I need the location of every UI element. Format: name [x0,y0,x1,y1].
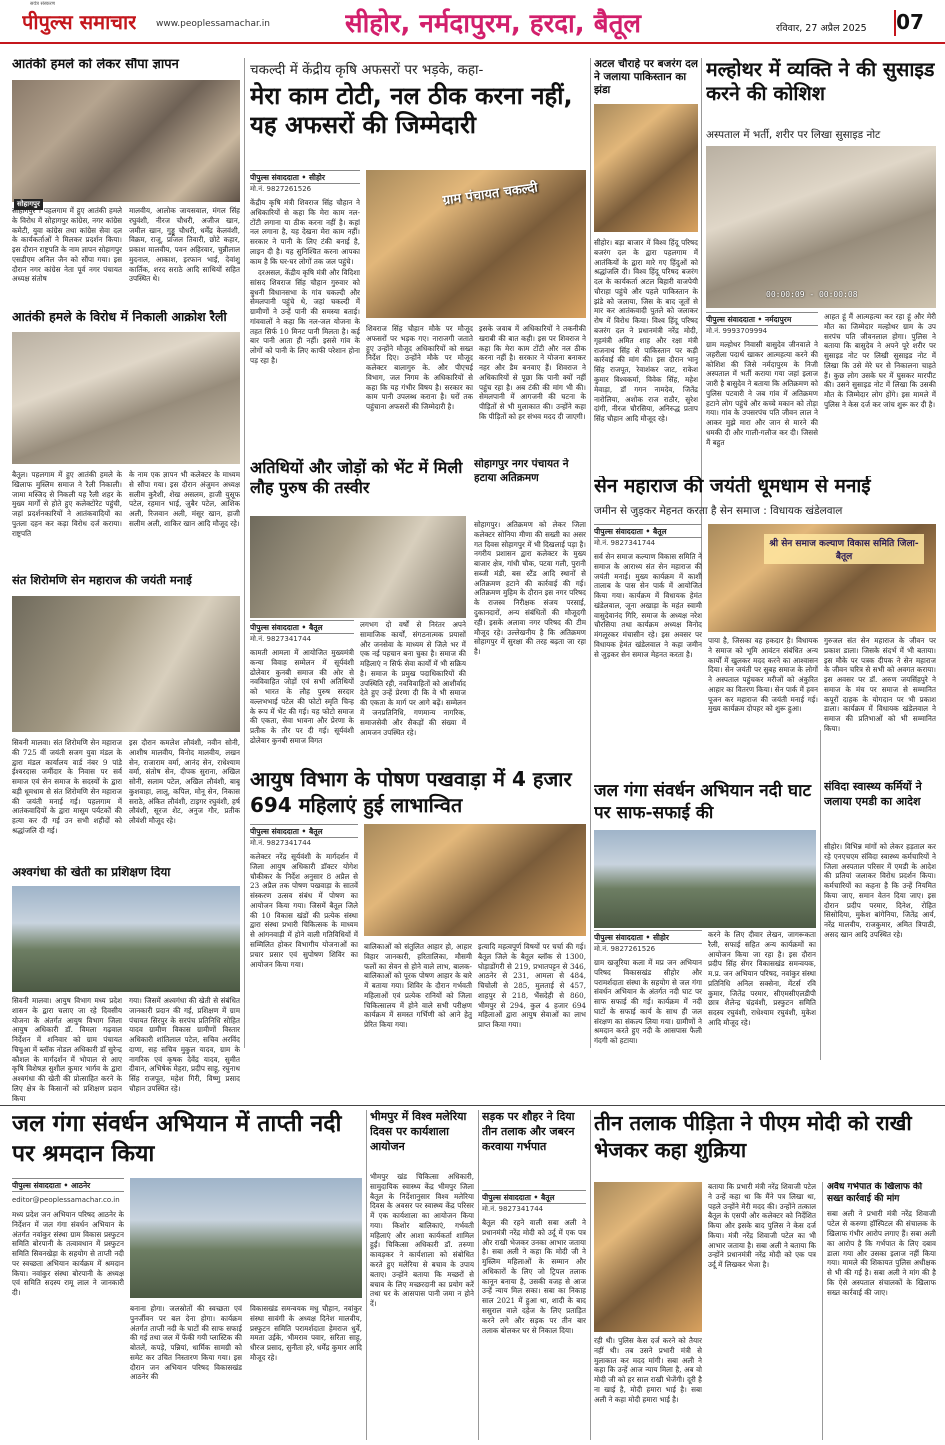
body-col-1: सोहागपुर । पहलगाम में हुए आतंकी हमले के विरोध में सोहागपुर कांग्रेस, नगर कांग्रेस कमेटी, युवा कांग्रेस तथा कांग्रेस सेवा दल के कार्यकर्ताओं ने मिलकर प्रदर्शन किया। इस दौरान राष्ट्रपति के नाम ज्ञापन सोहागपुर एसडीएम अनिल जैन को सौंपा गया। इस दौरान नगर कांग्रेस नेता पूर्व नगर पंचायत अध्यक्ष संतोष [12,206,122,284]
byline: पीपुल्स संवाददाता • बैतूल [594,524,702,538]
body: सीहोर। बड़ा बाजार में विश्व हिंदू परिषद बजरंग दल के द्वारा पहलगाम में आतंकियों के द्वारा मारे गए हिंदुओं को श्रद्धांजलि दी। विश्व हिंदू परिषद बजरंग दल के कार्यकर्ता अटल बिहारी वाजपेयी चौराहा पहुंचे और पहले पाकिस्तान के झंडे को जलाया, जिस के बाद जूतों से मार कर आतंकवादी पुतले को जलाकर रोष में विरोध किया। विश्व हिंदू परिषद बजरंग दल ने प्रधानमंत्री नरेंद्र मोदी, गृहमंत्री अमित शाह और रक्षा मंत्री राजनाथ सिंह से पाकिस्तान पर कड़ी कार्रवाई की मांग की। इस दौरान भानू सिंह राजपूत, रेवाशंकर जाट, राकेश कुमार विश्वकर्मा, विवेक सिंह, महेश मेवाड़ा, डॉ गगन नामदेव, जितेंद्र नारोलिया, अशोक राज राठौर, सुरेश दांगी, नीरज चौरसिया, अनिरुद्ध प्रताप सिंह चौहान आदि मौजूद रहे। [594,238,698,424]
headline: आतंकी हमले के विरोध में निकाली आक्रोश रैली [12,310,227,324]
body: सोहागपुर। अतिक्रमण को लेकर जिला कलेक्टर सोनिया मीणा की सख्ती का असर गत दिवस सोहागपुर में भी दिखलाई पड़ा है। नगरीय प्रशासन द्वारा कलेक्टर के मुख्य बाजार क्षेत्र, गांधी चौक, पटवा गली, पुरानी सब्जी मंडी, बस स्टैंड आदि स्थानों से अतिक्रमण हटाने की कार्रवाई की गई। अतिक्रमण मुहिम के दौरान इस नगर परिषद के राजस्व निरीक्षक संजय परसाई, दुकानदारों, अन्य संबंधितों की मौजूदगी रही। इसके अलावा नगर परिषद की टीम मौजूद रहे। उल्लेखनीय है कि अतिक्रमण सोहागपुर में सुरक्षा की तरह बढ़ता जा रहा है। [474,520,586,657]
article-malhothar-suicide [706,58,936,470]
body-col-3: गुरुजल संत सेन महाराज के जीवन पर प्रकाश डाला। जिसके संदर्भ में भी बताया। इस मौके पर पत्रक दीपक ने सेन महाराज के जीवन चरित्र से सभी को अवगत कराया। इस अवसर पर डॉ. अरुण जयसिंहपुरे ने समाज के मंच पर समाज से सम्मानित कपूरों दाहक के योगदान पर भी प्रकाश डाला। कार्यक्रम में विधायक खंडेलवाल ने समाज की प्रतिभाओं को भी सम्मानित किया। [824,636,936,734]
body-col-2: बनाना होगा। जलस्रोतों की स्वच्छता एवं पुनर्जीवन पर बल देना होगा। कार्यक्रम अंतर्गत ताप्ती नदी के घाटों की साफ सफाई की गई तथा जल में फेंकी गयी प्लास्टिक की बोतलें, कपड़े, पन्नियां, धार्मिक सामग्री को समेट कर उचित निस्तारण किया गया। इस दौरान जन अभियान परिषद विकासखंड आठनेर की [130,1304,242,1382]
photo [250,516,466,618]
headline: सेन महाराज की जयंती धूमधाम से मनाई [594,476,871,497]
body-col-1: ग्राम खजूरिया कला में मप्र जन अभियान परिषद विकासखंड सीहोर और परामर्शदाता संस्था के सहयोग से जल गंगा संवर्धन अभियान के अंतर्गत नदी घाट पर साफ सफाई की गई। कार्यक्रम में नदी घाटों के सफाई कार्य के साथ ही जल संरक्षण का संकल्प लिया गया। ग्रामीणों ने श्रमदान करते हुए नदी के आसपास फैली गंदगी को हटाया। [594,958,702,1046]
photo [706,146,936,308]
byline: पीपुल्स संवाददाता • बैतूल [250,824,358,838]
body-col-2: आहत हूं मैं आत्महत्या कर रहा हूं और मेरी मौत का जिम्मेदार मल्होथर ग्राम के उप सरपंच पति जीवनलाल होगा। पुलिस ने बताया कि बासुदेव ने अपने पूरे शरीर पर सुसाइड नोट पर लिखी सुसाइड नोट में लिखा कि उसे मेरे घर से निकालना चाहते हैं। कुछ लोग उसके घर में घुसकर मारपीट की। उसने सुसाइड नोट में लिखा कि उसकी मौत के जिम्मेदार लोग होंगे। इस मामले में पुलिस ने केस दर्ज कर जांच शुरू कर दी है। [824,312,936,410]
body: बैतूल की रहने वाली सबा अली ने प्रधानमंत्री नरेंद्र मोदी को उर्दू में एक पत्र और राखी भेजकर उनका आभार जताया है। सबा अली ने कहा कि मोदी जी ने मुस्लिम महिलाओं के सम्मान और अधिकारों के लिए जो ट्रिपल तलाक कानून बनाया है, उसकी वजह से आज उन्हें न्याय मिल सका। सबा का निकाह साल 2021 में हुआ था, शादी के बाद ससुराल वाले दहेज के लिए प्रताड़ित करने लगे और सड़क पर तीन बार तलाक बोलकर घर से निकाल दिया। [482,1218,586,1335]
article-rakhi-to-modi [594,1110,936,1440]
headline: तीन तलाक पीड़िता ने पीएम मोदी को राखी भेजकर कहा शुक्रिया [594,1111,912,1163]
photo-sign: ग्राम पंचायत चकल्दी [441,180,539,209]
body-col-1: सर्व सेन समाज कल्याण विकास समिति ने समाज के आराध्य संत सेन महाराज की जयंती मनाई। मुख्य कार्यक्रम में काशी तालाब के पास सेन पार्क में आयोजित किया गया। कार्यक्रम में विधायक हेमंत खंडेलवाल, जूना अखाड़ा के महंत स्वामी वासुदेवानंद गिरि, समाज के अध्यक्ष नरेश चौरसिया तथा कार्यक्रम अध्यक्ष विनोद मंगलूरकर मंचासीन रहे। इस अवसर पर विधायक हेमंत खंडेलवाल ने कहा जमीन से जुड़कर सेन समाज मेहनत करता है। [594,552,702,659]
photo [594,830,816,928]
headline: आयुष विभाग के पोषण पखवाड़ा में 4 हजार 694 महिलाएं हुई लाभान्वित [250,767,572,817]
photo [594,1182,702,1332]
headline: अतिथियों और जोड़ों को भेंट में मिली लौह पुरुष की तस्वीर [250,458,463,497]
reporter-phone: मो.नं. 9827341744 [482,1205,544,1213]
banner-text: श्री सेन समाज कल्याण विकास समिति जिला-बैतूल [764,534,924,564]
site-url[interactable]: www.peoplessamachar.in [156,19,270,29]
body-col-2: इस दौरान कमलेश लौवंशी, नवीन सोनी, आशीष मालवीय, विनोद मालवीय, लखन सेन, राजाराम वर्मा, आनंद सेन, राधेश्याम वर्मा, संतोष सेन, दीपक सुराना, अखिल सोनी, सलाम पटेल, अखिल लौवंशी, बाबू कुशवाहा, लालू, कपिल, मोनू सेन, निकास सराठे, अंकित लौवंशी, टाइगर रघुवंशी, हर्ष लौवंशी, सूरज शेट, अनुज गौर, प्रतीक लौवंशी मौजूद रहे। [129,738,240,826]
article-sohagpur-memo [12,58,240,302]
photo [12,886,240,992]
masthead [0,0,945,44]
body-col-2: लगभग दो वर्षों से निरंतर अपने सामाजिक कार्यों, संगठनात्मक प्रयासों और जनसेवा के माध्यम से जिले भर में एक नई पहचान बना चुका है। समाज की महिलाएं न सिर्फ सेवा कार्यों में भी सक्रिय है। समाज के प्रमुख पदाधिकारियों की उपस्थिति रही, नवविवाहितों को आशीर्वाद देते हुए उन्हें प्रेरणा दी कि वे भी समाज की एकता के मार्ग पर आगे बढ़ें। सम्मेलन में जनप्रतिनिधि, गणमान्य नागरिक, समाजसेवी और सैकड़ों की संख्या में आमजन उपस्थित रहे। [360,620,466,737]
body-col-1: ग्राम मल्होथर निवासी बासुदेव जीनवाले ने जहरीला पदार्थ खाकर आत्महत्या करने की कोशिश की जिसे नर्मदापुरम के निजी अस्पताल में भर्ती कराया गया जहां इलाज जारी है बासुदेव ने बताया कि अतिक्रमण को पुलिस पटवारी ने जब गांव में अतिक्रमण हटाने लोग पहुंचे और कच्चे मकान को तोड़ा गया। गांव के उपसरपंच पति जीवन लाल ने आकर मुझे मारा और जान से मारने की धमकी दी और गाली-गलौज कर दी। जिससे मैं बहुत [706,340,818,447]
article-tapti-shramdaan [12,1110,362,1440]
sidebar-body: सबा अली ने प्रभारी मंत्री नरेंद्र शिवाजी पटेल से करुणा हॉस्पिटल की संचालक के खिलाफ गंभीर आरोप लगाए हैं। सबा अली का आरोप है कि गर्भपात के लिए दबाव डाला गया और उसका इलाज नहीं किया गया। मामले की शिकायत पुलिस अधीक्षक से भी की गई है। सबा अली ने मांग की है कि ऐसे अस्पताल संचालकों के खिलाफ सख्त कार्रवाई की जाए। [827,1209,936,1297]
body-col-1a: केंद्रीय कृषि मंत्री शिवराज सिंह चौहान ने अधिकारियों से कहा कि मेरा काम नल-टोंटी लगाना या ठीक करना नहीं है। कहां नल लगाना है, यह देखना मेरा काम नहीं। सरकार ने पानी के लिए टंकी बनाई है, लाइन दी है। यह सुनिश्चित करना आपका काम है कि घर-घर लोगों तक जल पहुंचे। [250,198,360,266]
headline: संविदा स्वास्थ्य कर्मियों ने जलाया एमडी का आदेश [824,780,922,808]
edition-title: सीहोर, नर्मदापुरम, हरदा, बैतूल [345,9,642,39]
reporter-phone: मो.नं. 9827261526 [594,945,656,953]
deck: जमीन से जुड़कर मेहनत करता है सेन समाज : विधायक खंडेलवाल [594,505,843,517]
reporter-phone: मो.नं. 9827261526 [250,185,312,193]
article-samvida-health [824,780,936,1106]
headline: आतंकी हमले को लेकर सौंपा ज्ञापन [12,58,179,72]
headline: सड़क पर शौहर ने दिया तीन तलाक और जबरन करवाया गर्भपात [482,1110,575,1153]
page-number: 07 [894,10,924,36]
sidebar-box [822,1182,936,1440]
article-sen-jayanti-seoni [12,574,240,860]
article-ashwagandha [12,866,240,1102]
body-col-2: पाया है, जिसका वह हकदार है। विधायक ने समाज को भूमि आवंटन संबंधित अन्य कार्यों में खुलकर मदद करने का आश्वासन दिया। सेन जयंती पर सुबह समाज के लोगों ने अस्पताल पहुंचकर मरीजों को अंकुरित आहार का वितरण किया। सेन पार्क में हवन पूजन कर महाराज की जयंती मनाई गई। मुख्य कार्यक्रम दोपहर को शुरू हुआ। [708,636,818,714]
article-loh-purush [250,458,466,758]
byline: पीपुल्स संवाददाता • बैतूल [482,1190,586,1204]
byline: पीपुल्स संवाददाता • सीहोर [594,930,702,944]
headline: जल गंगा संवर्धन अभियान नदी घाट पर साफ-सफाई की [594,781,812,824]
body-col-3: इत्यादि महत्वपूर्ण विषयों पर चर्चा की गई। बैतूल जिले के बैतूल ब्लॉक से 1300, घोड़ाडोंगरी से 219, प्रभातपट्टन से 346, आठनेर से 231, आमला से 484, चिचोली से 285, मुलताई से 457, शाहपुर से 218, भैंसदेही से 860, भीमपुर से 294, कुल 4 हजार 694 महिलाओं द्वारा आयुष सेवाओं का लाभ प्राप्त किया गया। [478,942,586,1030]
body-col-2: करने के लिए दीवार लेखन, जागरूकता रैली, सफाई सहित अन्य कार्यक्रमों का आयोजन किया जा रहा है। इस दौरान प्रदीप सिंह सेंगर विकासखंड समन्वयक, म.प्र. जन अभियान परिषद, नवांकुर संस्था प्रतिनिधि अनिल सक्सेना, मेंटर्स रवि कुमार, जितेंद्र परमार, सीएमसीएलडीपी छात्र शैलेन्द्र चंद्रवंशी, प्रस्फुटन समिति सदस्य रघुवंशी, राधेश्याम रघुवंशी, मुकेश आदि मौजूद रहे। [708,930,816,1028]
headline: भीमपुर में विश्व मलेरिया दिवस पर कार्यशाला आयोजन [370,1110,467,1153]
kicker: चकल्दी में केंद्रीय कृषि अफसरों पर भड़के, कहा- [250,62,484,78]
headline: मल्होथर में व्यक्ति ने की सुसाइड करने की कोशिश [706,58,935,105]
body-col-1: सिवनी मालवा। आयुष विभाग मध्य प्रदेश शासन के द्वारा चलाए जा रहे दिवसीय योजना के अंतर्गत आयुष विभाग जिला आयुष अधिकारी डॉ. विमला गढ़वाल निर्देशन में शनिवार को ग्राम पंचायत चिचुआ में ब्लॉक नोडल अधिकारी डॉ सुरेन्द्र कौशल के मार्गदर्शन में भोपाल से आए कृषि विशेषज्ञ सुशील कुमार भार्गव के द्वारा अश्वगंधा की खेती की प्रोत्साहित करने के लिए क्षेत्र के किसानों को प्रशिक्षण प्रदान किया [12,996,122,1102]
body-col-1: रही थी। पुलिस केस दर्ज करने को तैयार नहीं थी। तब उसने प्रभारी मंत्री से मुलाकात कर मदद मांगी। सबा अली ने कहा कि उन्हें आज न्याय मिला है, अब वो मोदी जी को हर साल राखी भेजेंगी। दूरी है ना खाई है, मोदी हमारा भाई है। सबा अली ने कहा मोदी हमारा भाई है। [594,1336,702,1404]
article-sen-jayanti-betul [594,476,936,772]
article-triple-talaq-report [482,1110,586,1440]
body-col-1: मध्य प्रदेश जन अभियान परिषद आठनेर के निर्देशन में जल गंगा संवर्धन अभियान के अंतर्गत नवांकुर संस्था ग्राम विकास प्रस्फुटन समिति बोरपानी के तत्वावधान में प्रस्फुटन समिति सिवनखेड़ा के सहयोग से ताप्ती नदी पर स्वच्छता अभियान कार्यक्रम में श्रमदान किया। नवांकुर संस्था बोरपानी के अध्यक्ष एवं समिति सदस्य रामू लाल ने जानकारी दी। [12,1210,124,1298]
photo [594,104,698,232]
byline: पीपुल्स संवाददाता • नर्मदापुरम [706,312,818,326]
headline: अटल चौराहे पर बजरंग दल ने जलाया पाकिस्तान का झंडा [594,58,698,97]
body-col-2: के नाम एक ज्ञापन भी कलेक्टर के माध्यम से सौंपा गया। इस दौरान अंजुमन अध्यक्ष सलीम कुरैशी, शेख असलम, हाजी युसूफ पटेल, रहमान भाई, जुबैर पटेल, आशिक अली, रिजवान अली, मंसूर खान, हाजी सलीम अली, शाकिर खान आदि मौजूद रहे। [129,470,240,528]
reporter-phone: मो.नं. 9827341744 [594,539,656,547]
sidebar-headline: अवैध गर्भपात के खिलाफ की सख्त कार्रवाई की मांग [827,1182,923,1204]
body-col-1: कामती आमला में आयोजित मुख्यमंत्री कन्या विवाह सम्मेलन में सूर्यवंशी ढोलेवार कुनबी समाज की ओर से नवविवाहित जोड़ों एवं सभी अतिथियों को भारत के लौह पुरुष सरदार वल्लभभाई पटेल की फोटो स्मृति चिन्ह के रूप में भेंट की गई। यह फोटो समाज की एकता, सेवा भावना और प्रेरणा के प्रतीक के तौर पर दी गई। सूर्यवंशी ढोलेवार कुनबी समाज विगत [250,648,354,746]
deck: अस्पताल में भर्ती, शरीर पर लिखा सुसाइड नोट [706,129,881,141]
article-protest-rally [12,310,240,566]
body-col-3: विकासखंड समन्वयक मधु चौहान, नवांकुर संस्था सावंगी के अध्यक्ष दिनेश मालवीय, प्रस्फुटन समिति परामर्शदाता हेमराज धुर्वे, ममता उईके, भीमराव पवार, सरिता साहू, धीरज प्रसाद, सुनीता हरे, धर्मेंद्र कुमार आदि मौजूद रहे। [250,1304,362,1362]
body-col-2: गया। जिसमें अश्वगंधा की खेती से संबंधित जानकारी प्रदान की गई, प्रशिक्षण में ग्राम पंचायत सिरपुर के सरपंच प्रतिनिधि सोहित यादव ग्रामीण विकास ग्रामीणों विस्तार अधिकारी शांतिलाल पटेल, सचिव अरविंद दाणा, सह सचिव मुकुल यादव, ग्राम के नागरिक एवं कृषक देवेंद्र यादव, सुमीत दीवान, अभिषेक मेहरा, प्रदीप साहू, रघुनाथ सिंह राजपूत, महेश गिरी, विष्णु प्रसाद चौहान उपस्थित रहे। [129,996,240,1094]
headline: जल गंगा संवर्धन अभियान में ताप्ती नदी पर श्रमदान किया [12,1111,342,1167]
byline: पीपुल्स संवाददाता • सीहोर [250,170,360,184]
photo [12,332,240,464]
photo [12,80,240,202]
reporter-phone: मो.नं. 9827341744 [250,635,312,643]
body: सीहोर। विभिन्न मांगों को लेकर हड़ताल कर रहे एनएचएम संविदा स्वास्थ्य कर्मचारियों ने जिला अस्पताल परिसर में एमडी के आदेश की प्रतियां जलाकर विरोध प्रदर्शन किया। कर्मचारियों का कहना है कि उन्हें नियमित किया जाए, समान वेतन दिया जाए। इस दौरान प्रदीप परमार, दिनेश, रोहित सिसोदिया, मुकेश बांगेनिया, जितेंद्र आर्य, नरेंद्र मालवीय, राजकुमार, अमित त्रिपाठी, असद खान आदि उपस्थित रहे। [824,842,936,940]
body: भीमपुर खंड चिकित्सा अधिकारी, सामुदायिक स्वास्थ्य केंद्र भीमपुर जिला बैतूल के निर्देशानुसार विश्व मलेरिया दिवस के अवसर पर स्वास्थ्य केंद्र परिसर में एक कार्यशाला का आयोजन किया गया। किशोर बालिकाएं, गर्भवती महिलाएं और आशा कार्यकर्ता शामिल हुईं। चिकित्सा अधिकारी डॉ. तरुणा कावड़कर ने कार्यशाला को संबोधित करते हुए मलेरिया से बचाव के उपाय बताए। उन्होंने बताया कि मच्छरों से बचाव के लिए मच्छरदानी का प्रयोग करें तथा घर के आसपास पानी जमा न होने दें। [370,1172,474,1309]
headline: संत शिरोमणि सेन महाराज की जयंती मनाई [12,574,192,587]
logo: पीपुल्स समाचार [22,10,137,34]
headline: सोहागपुर नगर पंचायत ने हटाया अतिक्रमण [474,458,569,484]
photo [130,1178,362,1298]
reporter-phone: मो.नं. 9993709994 [706,327,768,335]
editor-email[interactable]: editor@peoplessamachar.co.in [12,1196,120,1204]
video-timestamp: 00:00:09 - 00:00:08 [766,290,858,299]
article-shivraj-chakaldi [250,58,586,448]
body-col-1: बैतूल। पहलगाम में हुए आतंकी हमले के खिलाफ मुस्लिम समाज ने रैली निकाली। जामा मस्जिद से निकली यह रैली शहर के मुख्य मार्गों से होते हुए कलेक्टोरेट पहुंची, जहां प्रदर्शनकारियों ने आतंकवादियों का पुतला दहन कर कड़ा विरोध दर्ज कराया। राष्ट्रपति [12,470,122,538]
body-col-1b: दरअसल, केंद्रीय कृषि मंत्री और विदिशा सांसद शिवराज सिंह चौहान गुरुवार को बुधनी विधानसभा के गांव चकल्दी और सेमलपानी पहुंचे थे, जहां चकल्दी में ग्रामीणों ने उन्हें पानी की समस्या बताई। गांववालों ने कहा कि नल-जल योजना के तहत सिर्फ 10 मिनट पानी मिलता है। कई बार पानी आता ही नहीं। इससे गांव के लोगों को पानी के लिए काफी परेशान होना पड़ रहा है। [250,268,360,366]
photo [12,596,240,732]
photo [364,824,586,936]
article-ayush-poshan [250,766,586,1106]
body-col-2: बताया कि प्रभारी मंत्री नरेंद्र शिवाजी पटेल ने उन्हें कहा था कि मैंने पत्र लिखा था, पहले उन्होंने मेरी मदद की। उन्होंने तत्काल बैतूल के एसपी और कलेक्टर को निर्देशित किया और इसके बाद पुलिस ने केस दर्ज किया। मंत्री नरेंद्र शिवाजी पटेल का भी आभार जताया है। सबा अली ने बताया कि उन्होंने प्रधानमंत्री नरेंद्र मोदी को एक पत्र उर्दू में लिखकर भेजा है। [708,1182,816,1270]
article-malaria-day [370,1110,474,1440]
body-col-1: सिवनी मालवा। संत शिरोमणि सेन महाराज की 725 वीं जयंती सजग युवा मंडल के द्वारा मंडल कार्यालय वार्ड नंबर 9 पांडे ईश्वरदास जमींदार के निवास पर सर्व समाज एवं सेन समाज के सदस्यों के द्वारा बड़ी धूमधाम से संत शिरोमणि सेन महाराज की जयंती मनाई गई। पहलगाम में आतंकवादियों के द्वारा मासूम पर्यटकों की हत्या कर दी गई उन सभी शहीदों को श्रद्धांजलि दी गई। [12,738,122,836]
article-sohagpur-encroachment [474,458,586,758]
body-col-3: इसके जवाब में अधिकारियों ने तकनीकी खराबी की बात कही। इस पर शिवराज ने कहा कि मेरा काम टोंटी और नल ठीक करना नहीं है। सरकार ने योजना बनाकर नहर और डैम बनवाए हैं। शिवराज ने अधिकारियों से पूछा कि पानी क्यों नहीं पहुंच रहा है। अब टंकी की मांग भी की। सेमलपानी में आगजनी की घटना के पीड़ितों से भी मुलाकात की। उन्होंने कहा कि पीड़ितों को हर संभव मदद दी जाएगी। [479,324,586,422]
body-col-2: मालवीय, आलोक जायसवाल, मंगल सिंह रघुवंशी, नीरज चौधरी, अजीज खान, जमील खान, गुड्डू चौधरी, धर्मेंद्र केलवंशी, विक्रम, राजू, प्रांजल तिवारी, छोटे कहार, प्रकाश मालवीय, पवन अहिरवार, चुन्नीलाल मुदनाल, आकाश, इरफान भाई, देवांशु कार्तिक, शरद सराठे आदि साथियों सहित उपस्थित थे। [129,206,240,284]
photo-caption: सोहागपुर [14,199,43,210]
tagline: सर्वत्र संस्करण [30,1,56,7]
byline: पीपुल्स संवाददाता • बैतूल [250,620,354,634]
byline: पीपुल्स संवाददाता • आठनेर [12,1178,124,1192]
body-col-2: शिवराज सिंह चौहान मौके पर मौजूद अफसरों पर भड़क गए। नाराजगी जताते हुए उन्होंने मौजूद अधिकारियों को सख्त निर्देश दिए। उन्होंने मौके पर मौजूद कलेक्टर बालागुरु के. और पीएचई विभाग, जल निगम के अधिकारियों से कहा कि यह गंभीर विषय है। सरकार का काम पानी उपलब्ध कराना है। घरों तक पहुंचाना अफसरों की जिम्मेदारी है। [366,324,473,412]
body-col-2: बालिकाओं को संतुलित आहार हो, आहार विहार जानकारी, हरितालिका, मौसमी फलों का सेवन से होने वाले लाभ, बालक-बालिकाओं को पूरक पोषण आहार के बारे में बताया गया। शिविर के दौरान गर्भवती महिलाओं एवं प्रत्येक रानियों को जिला चिकित्सालय में होने वाले सभी परीक्षण कार्यक्रम में समस्त गर्भिणी को आने हेतु प्रेरित किया गया। [364,942,472,1030]
date: रविवार, 27 अप्रैल 2025 [776,23,867,34]
headline: मेरा काम टोटी, नल ठीक करना नहीं, यह अफसरों की जिम्मेदारी [250,82,573,139]
body-col-1: कलेक्टर नरेंद्र सूर्यवंशी के मार्गदर्शन में जिला आयुष अधिकारी डॉक्टर योगेश चौकीकर के निर्देश अनुसार 8 अप्रैल से 23 अप्रैल तक पोषण पखवाड़ा के सातवें संस्करण उत्सव संबंध में पोषण का आयोजन किया गया। जिसमें बैतूल जिले की 10 विकास खंडों की प्रत्येक संस्था द्वारा संस्था प्रभारी चिकित्सक के माध्यम से आंगनवाड़ी में होने वाली गतिविधियों में सम्मिलित होकर विभागीय योजनाओं का प्रचार प्रसार एवं सुपोषण शिविर का आयोजन किया गया। [250,852,358,969]
headline: अश्वगंधा की खेती का प्रशिक्षण दिया [12,866,171,879]
article-jal-ganga-ghat [594,780,816,1106]
reporter-phone: मो.नं. 9827341744 [250,839,312,847]
